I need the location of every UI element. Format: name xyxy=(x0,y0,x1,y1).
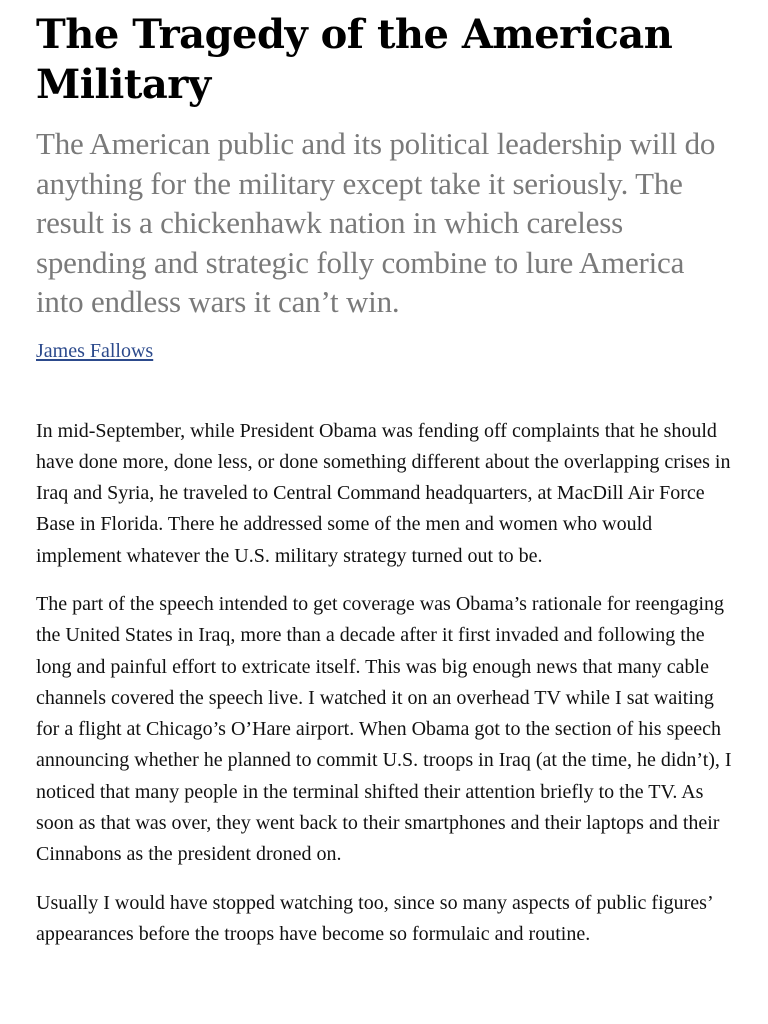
author-link[interactable]: James Fallows xyxy=(36,339,154,362)
article-title: The Tragedy of the American Military xyxy=(36,11,673,108)
article-dek: The American public and its political leadership will do anything for the military except take it seriously. The result is a chickenhawk nation in which careless spending and strategic folly combine to lure America into endless wars it can’t win. xyxy=(36,126,716,319)
body-paragraph-3: Usually I would have stopped watching too, since so many aspects of public figures’ appearances before the troops have become so formulaic and routine. xyxy=(36,891,713,945)
body-paragraph-1: In mid-September, while President Obama was fending off complaints that he should have done more, done less, or done something different about the overlapping crises in Iraq and Syria, he traveled to Central Command headquarters, at MacDill Air Force Base in Florida. There he addressed some of the men and women who would implement whatever the U.S. military strategy turned out to be. xyxy=(36,419,731,567)
byline xyxy=(36,338,736,364)
article-body xyxy=(36,416,736,951)
article xyxy=(36,0,736,967)
body-paragraph-2: The part of the speech intended to get coverage was Obama’s rationale for reengaging the United States in Iraq, more than a decade after it first invaded and following the long and painful effort to extricate itself. This was big enough news that many cable channels covered the speech live. I watched it on an overhead TV while I sat waiting for a flight at Chicago’s O’Hare airport. When Obama got to the section of his speech announcing whether he planned to commit U.S. troops in Iraq (at the time, he didn’t), I noticed that many people in the terminal shifted their attention briefly to the TV. As soon as that was over, they went back to their smartphones and their laptops and their Cinnabons as the president droned on. xyxy=(36,592,732,866)
